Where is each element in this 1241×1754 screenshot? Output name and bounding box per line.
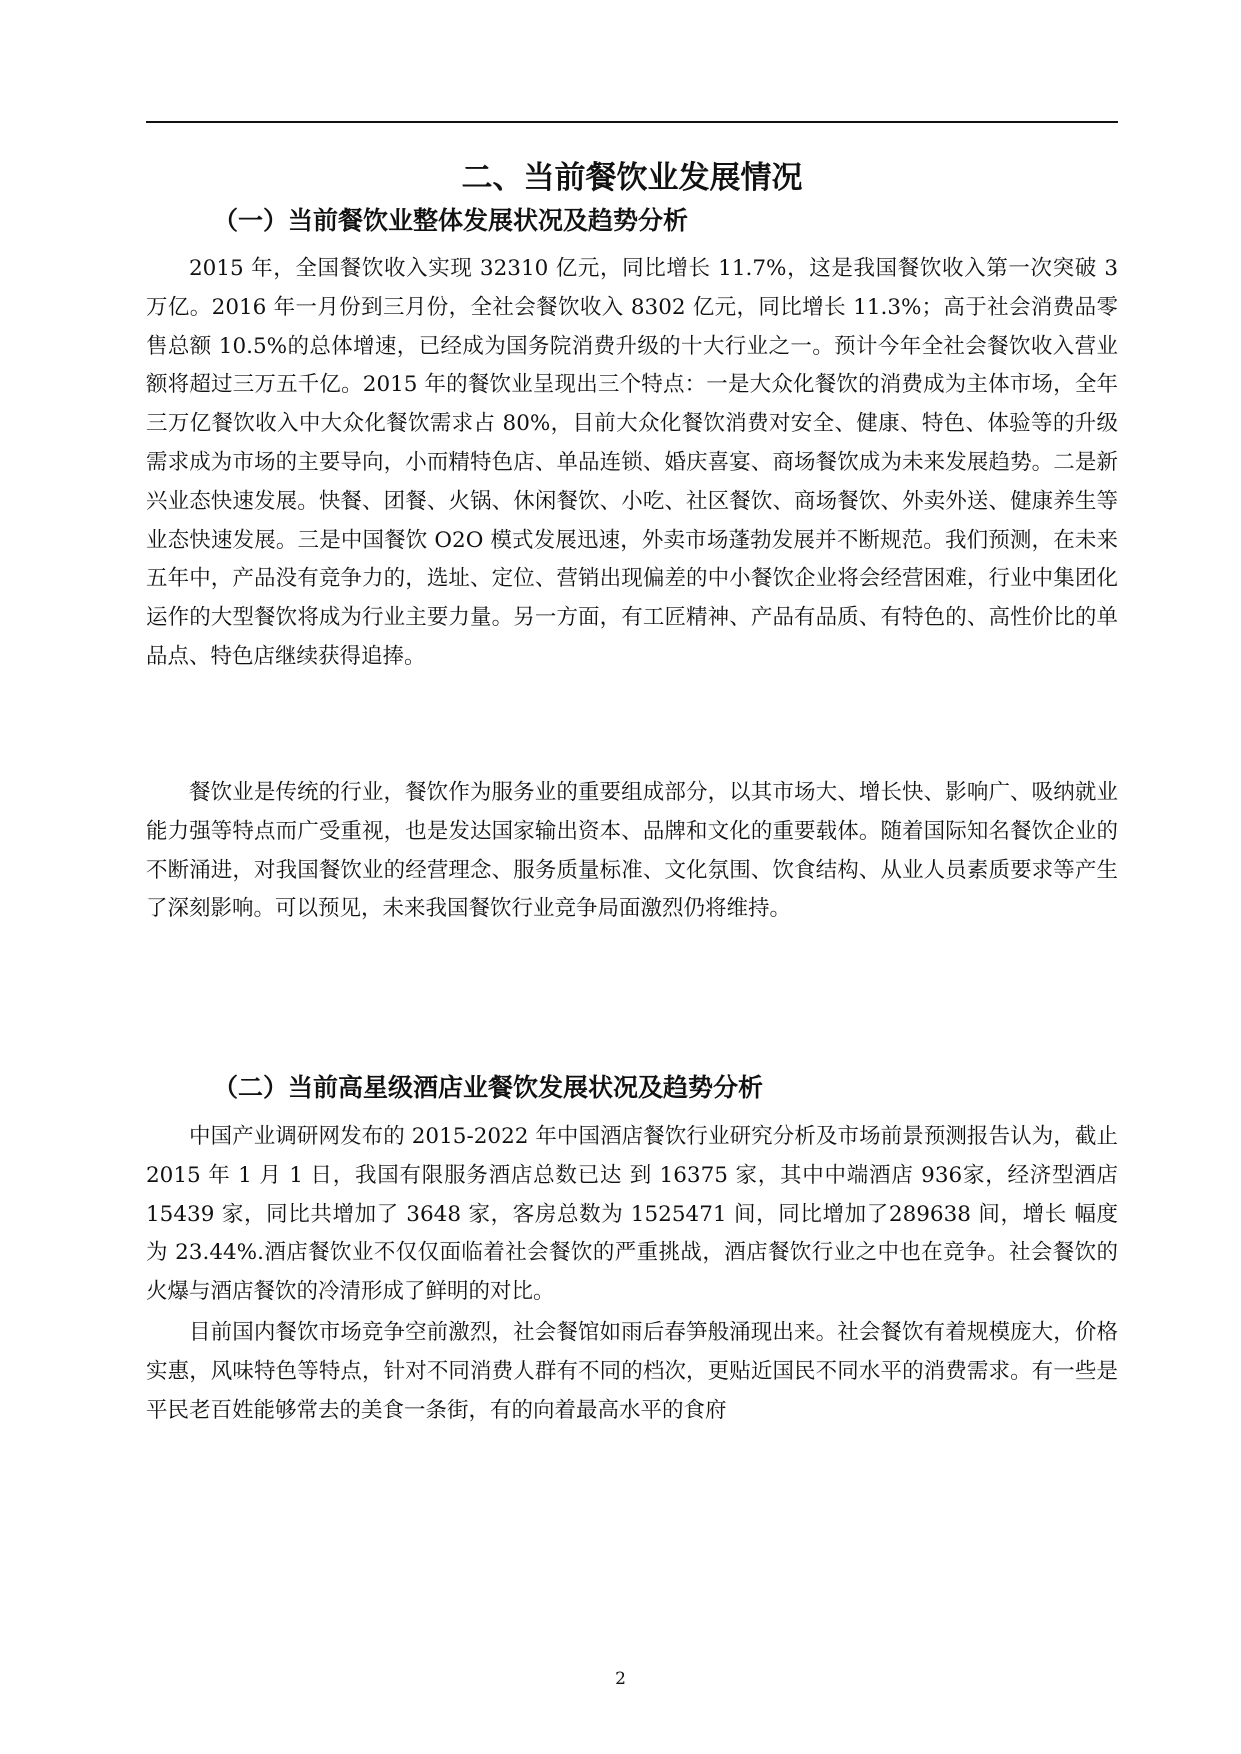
page-number: 2 — [615, 1669, 626, 1689]
paragraph-1: 2015 年，全国餐饮收入实现 32310 亿元，同比增长 11.7%，这是我国餐饮收入第一次突破 3 万亿。2016 年一月份到三月份，全社会餐饮收入 8302 亿元，同比增长 11.3%；高于社会消费品零售总额 10.5%的总体增速，已经成为国务院消费升级的十大行业之一。预计今年全社会餐饮收入营业额将超过三万五千亿。2015 年的餐饮业呈现出三个特点：一是大众化餐饮的消费成为主体市场，全年三万亿餐饮收入中大众化餐饮需求占 80%，目前大众化餐饮消费对安全、健康、特色、体验等的升级需求成为市场的主要导向，小而精特色店、单品连锁、婚庆喜宴、商场餐饮成为未来发展趋势。二是新兴业态快速发展。快餐、团餐、火锅、休闲餐饮、小吃、社区餐饮、商场餐饮、外卖外送、健康养生等业态快速发展。三是中国餐饮 O2O 模式发展迅速，外卖市场蓬勃发展并不断规范。我们预测，在未来五年中，产品没有竞争力的，选址、定位、营销出现偏差的中小餐饮企业将会经营困难，行业中集团化运作的大型餐饮将成为行业主要力量。另一方面，有工匠精神、产品有品质、有特色的、高性价比的单品点、特色店继续获得追捧。 — [146, 256, 1118, 669]
paragraph-4: 目前国内餐饮市场竞争空前激烈，社会餐馆如雨后春笋般涌现出来。社会餐饮有着规模庞大，价格实惠，风味特色等特点，针对不同消费人群有不同的档次，更贴近国民不同水平的消费需求。有一些是平民老百姓能够常去的美食一条街，有的向着最高水平的食府 — [146, 1320, 1118, 1423]
subsection-heading-2: （二）当前高星级酒店业餐饮发展状况及趋势分析 — [213, 1073, 764, 1102]
paragraph-2: 餐饮业是传统的行业，餐饮作为服务业的重要组成部分，以其市场大、增长快、影响广、吸纳就业能力强等特点而广受重视，也是发达国家输出资本、品牌和文化的重要载体。随着国际知名餐饮企业的不断涌进，对我国餐饮业的经营理念、服务质量标准、文化氛围、饮食结构、从业人员素质要求等产生了深刻影响。可以预见，未来我国餐饮行业竞争局面激烈仍将维持。 — [146, 780, 1118, 922]
header-rule — [146, 121, 1118, 123]
subsection-heading-1: （一）当前餐饮业整体发展状况及趋势分析 — [213, 206, 689, 235]
section-title: 二、当前餐饮业发展情况 — [461, 160, 803, 196]
paragraph-3: 中国产业调研网发布的 2015-2022 年中国酒店餐饮行业研究分析及市场前景预测报告认为，截止 2015 年 1 月 1 日，我国有限服务酒店总数已达 到 16375 家，其中中端酒店 936家，经济型酒店 15439 家，同比共增加了 3648 家，客房总数为 1525471 间，同比增加了289638 间，增长 幅度为 23.44%.酒店餐饮业不仅仅面临着社会餐饮的严重挑战，酒店餐饮行业之中也在竞争。社会餐饮的火爆与酒店餐饮的冷清形成了鲜明的对比。 — [146, 1124, 1118, 1305]
